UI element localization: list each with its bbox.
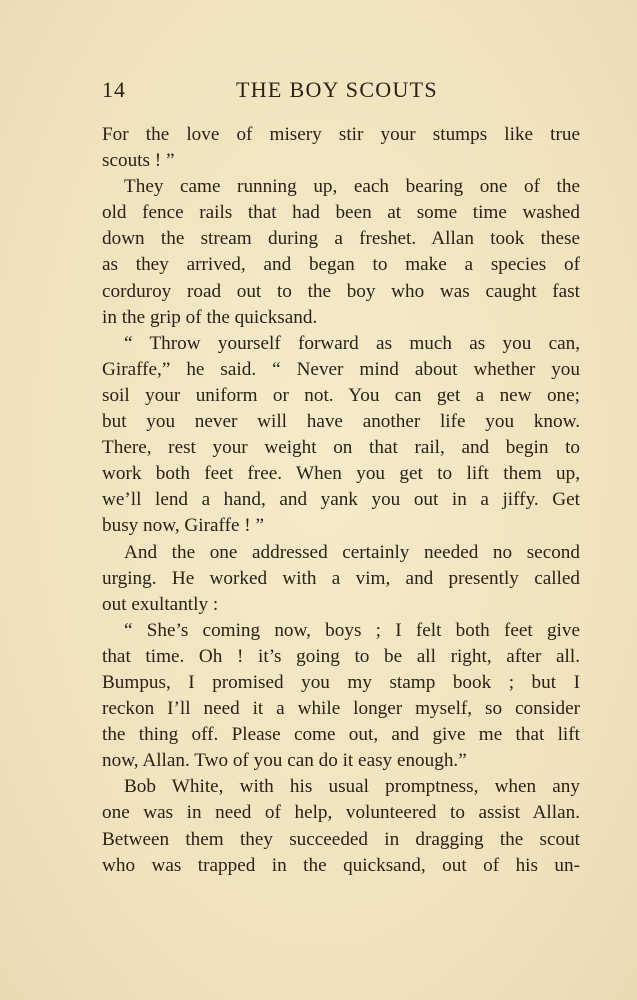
text-line: we’ll lend a hand, and yank you out in a jiffy. Get (102, 489, 580, 511)
text-line: that time. Oh ! it’s going to be all right, after all. (102, 645, 580, 667)
text-line: There, rest your weight on that rail, and begin to (102, 437, 580, 459)
text-line: They came running up, each bearing one of the (124, 176, 580, 198)
text-line: Between them they succeeded in dragging the scout (102, 828, 580, 850)
text-line: urging. He worked with a vim, and presently called (102, 567, 580, 589)
text-line: corduroy road out to the boy who was caught fast (102, 280, 580, 302)
text-line: one was in need of help, volunteered to assist Allan. (102, 802, 580, 824)
text-line: For the love of misery stir your stumps like true (102, 124, 580, 145)
running-title: THE BOY SCOUTS (236, 77, 438, 102)
text-line: down the stream during a freshet. Allan took these (102, 228, 580, 250)
text-line: Bob White, with his usual promptness, when any (124, 776, 580, 798)
text-line: work both feet free. When you get to lift them up, (102, 463, 580, 485)
text-line: scouts ! ” (102, 150, 175, 172)
text-line: old fence rails that had been at some time washed (102, 202, 580, 224)
text-line: who was trapped in the quicksand, out of his un- (102, 854, 580, 876)
text-line: Giraffe,” he said. “ Never mind about whether you (102, 358, 580, 380)
text-line: And the one addressed certainly needed no second (124, 541, 580, 563)
text-line: busy now, Giraffe ! ” (102, 515, 264, 537)
page-header (102, 72, 580, 108)
text-line: Bumpus, I promised you my stamp book ; but I (102, 671, 580, 693)
text-line: “ She’s coming now, boys ; I felt both feet give (124, 619, 580, 641)
text-line: now, Allan. Two of you can do it easy enough.” (102, 750, 467, 772)
text-line: as they arrived, and began to make a species of (102, 254, 580, 276)
text-line: out exultantly : (102, 593, 219, 615)
body-text (102, 122, 580, 879)
page-number: 14 (102, 77, 126, 102)
text-line: “ Throw yourself forward as much as you can, (124, 332, 580, 354)
text-line: the thing off. Please come out, and give me that lift (102, 724, 580, 746)
text-line: in the grip of the quicksand. (102, 306, 318, 328)
text-line: reckon I’ll need it a while longer myself, so consider (102, 698, 580, 720)
text-line: but you never will have another life you know. (102, 411, 580, 433)
text-line: soil your uniform or not. You can get a new one; (102, 384, 580, 406)
